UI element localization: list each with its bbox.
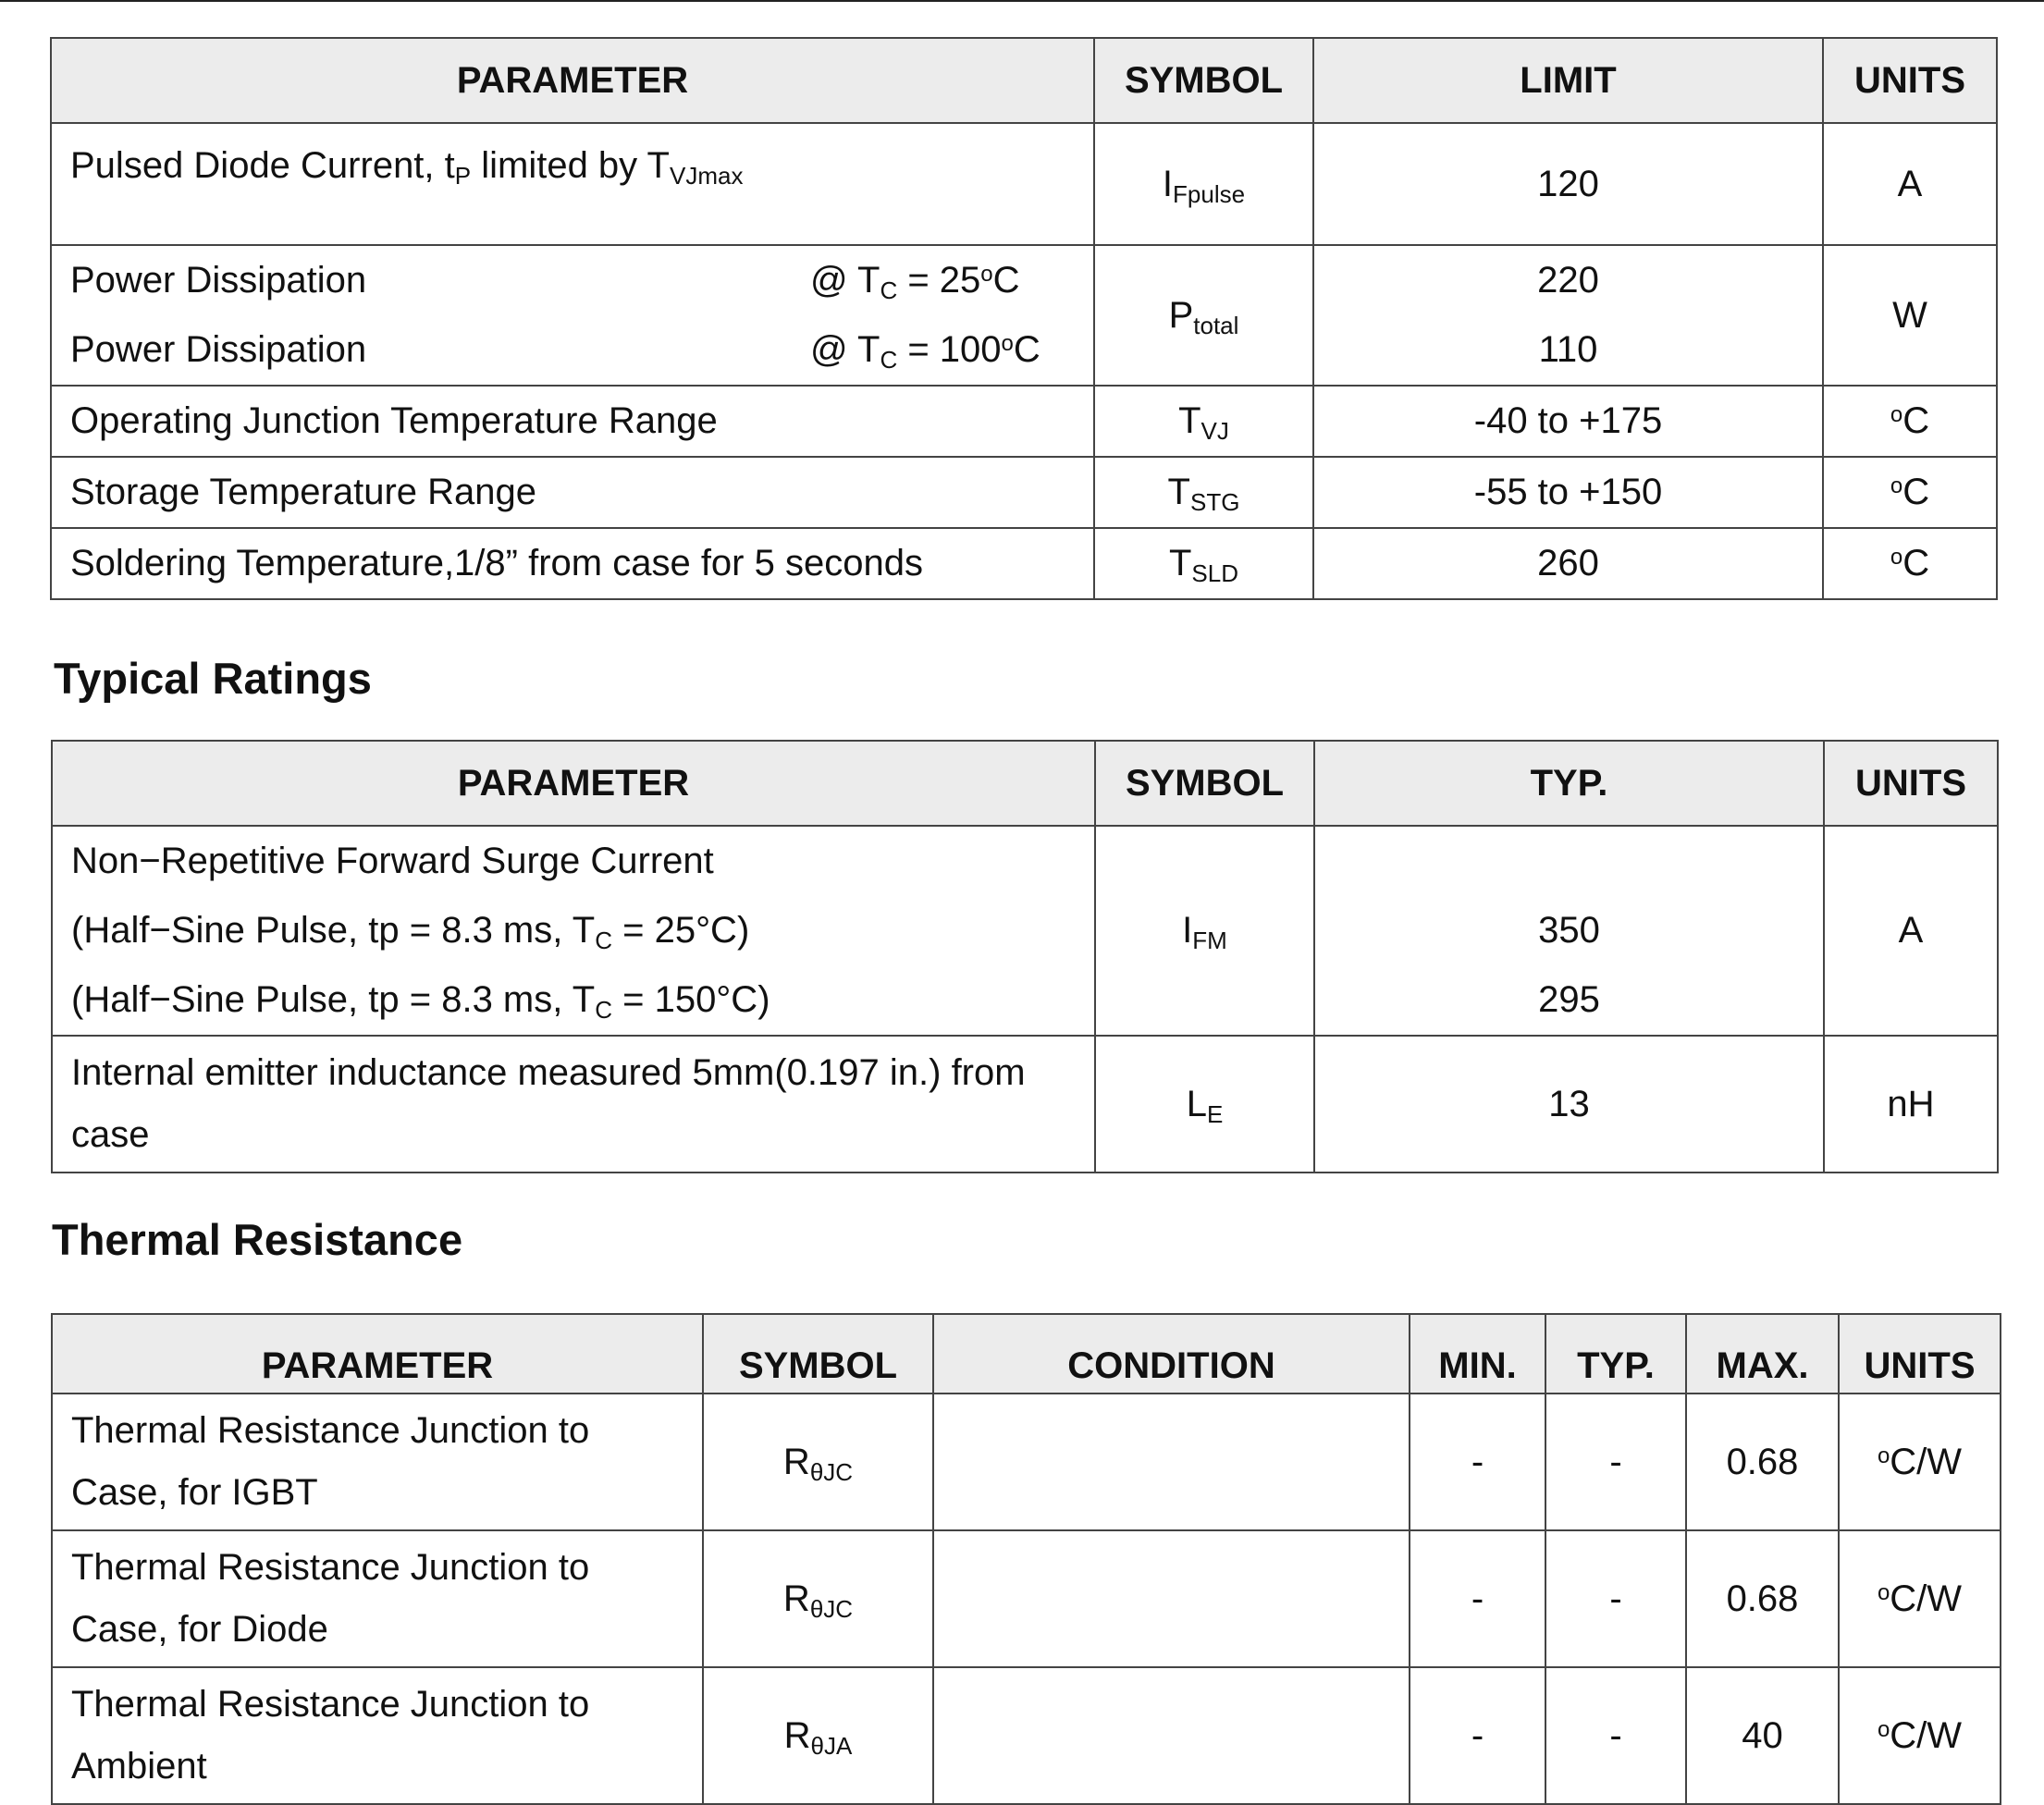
symbol-sub: θJC: [809, 1594, 854, 1623]
typ-value: 350: [1538, 910, 1600, 951]
table-row: [52, 1530, 2001, 1667]
symbol-text: T: [1178, 400, 1201, 441]
cond-unit: C: [1013, 329, 1040, 370]
param-line: [71, 896, 1094, 965]
unit-value: nH: [1824, 1036, 1998, 1173]
limit-value: -40 to +175: [1313, 386, 1823, 457]
table-row: [51, 457, 1997, 528]
symbol-text: R: [783, 1714, 811, 1756]
cond-unit: C: [992, 260, 1020, 301]
param-sub: VJmax: [670, 162, 744, 190]
param-sub: P: [454, 162, 472, 190]
symbol-text: T: [1168, 543, 1192, 583]
header-typ: TYP.: [1545, 1314, 1686, 1394]
table-row: [52, 826, 1998, 1036]
cond-val: = 25: [897, 260, 981, 301]
limit-value: 220: [1537, 260, 1599, 301]
typ-value: -: [1545, 1667, 1686, 1804]
header-parameter: PARAMETER: [52, 1314, 703, 1394]
symbol-text: R: [782, 1578, 810, 1619]
param-line: Case, for IGBT: [71, 1472, 318, 1513]
degree-mark: o: [980, 262, 993, 287]
param-text: (Half−Sine Pulse, tp = 8.3 ms, T: [71, 910, 596, 951]
typ-value: 13: [1314, 1036, 1824, 1173]
param-soldering-temp: Soldering Temperature,1/8” from case for 5 seconds: [51, 528, 1094, 599]
min-value: -: [1410, 1394, 1545, 1530]
table-header-row: [52, 1314, 2001, 1394]
header-min: MIN.: [1410, 1314, 1545, 1394]
param-text: Power Dissipation: [70, 260, 367, 301]
typ-value: 295: [1538, 979, 1600, 1020]
typ-values: [1314, 826, 1824, 1036]
condition-text: [810, 315, 1040, 385]
param-rthja: [52, 1667, 703, 1804]
param-storage-temp: Storage Temperature Range: [51, 457, 1094, 528]
param-text: = 25°C): [611, 910, 750, 951]
header-symbol: SYMBOL: [703, 1314, 933, 1394]
param-text: Pulsed Diode Current, t: [70, 145, 455, 186]
symbol-sub: θJA: [810, 1731, 853, 1760]
symbol-ifpulse: [1094, 123, 1313, 245]
unit-value: [1839, 1394, 2001, 1530]
limit-value: 120: [1313, 123, 1823, 245]
typ-value: -: [1545, 1394, 1686, 1530]
symbol-rthjc: [703, 1530, 933, 1667]
symbol-tsld: [1094, 528, 1313, 599]
unit-text: C: [1902, 543, 1930, 583]
degree-mark: o: [1890, 402, 1903, 427]
symbol-tvj: [1094, 386, 1313, 457]
param-line: Internal emitter inductance measured 5mm(0.197 in.) from: [71, 1052, 1026, 1093]
cond-sub: C: [880, 346, 898, 374]
param-sub: C: [595, 996, 612, 1024]
min-value: -: [1410, 1667, 1545, 1804]
max-value: 0.68: [1686, 1530, 1839, 1667]
cond-pre: @ T: [810, 329, 880, 370]
degree-mark: o: [1890, 473, 1903, 498]
header-typ: TYP.: [1314, 741, 1824, 826]
param-sub: C: [595, 927, 612, 954]
header-symbol: SYMBOL: [1095, 741, 1314, 826]
table-header-row: [51, 38, 1997, 123]
table-row: [51, 123, 1997, 245]
limit-values: [1313, 245, 1823, 386]
degree-mark: o: [1001, 331, 1014, 356]
param-line: Non−Repetitive Forward Surge Current: [71, 841, 714, 881]
symbol-sub: FM: [1192, 927, 1227, 954]
symbol-text: I: [1162, 163, 1174, 204]
section-title-thermal-resistance: Thermal Resistance: [52, 1215, 463, 1264]
unit-value: [1839, 1530, 2001, 1667]
symbol-sub: VJ: [1201, 417, 1229, 445]
param-rthjc-igbt: [52, 1394, 703, 1530]
unit-value: [1823, 457, 1997, 528]
param-emitter-inductance: [52, 1036, 1095, 1173]
table-row: [52, 1036, 1998, 1173]
max-value: 0.68: [1686, 1394, 1839, 1530]
condition-value: [933, 1394, 1410, 1530]
param-text: = 150°C): [611, 979, 770, 1020]
section-title-typical-ratings: Typical Ratings: [54, 654, 372, 703]
symbol-sub: θJC: [809, 1457, 854, 1486]
symbol-sub: Fpulse: [1173, 179, 1246, 208]
symbol-rthjc: [703, 1394, 933, 1530]
symbol-text: T: [1167, 472, 1190, 512]
condition-text: [810, 246, 1020, 315]
typ-value: -: [1545, 1530, 1686, 1667]
unit-value: [1823, 528, 1997, 599]
unit-text: C: [1902, 400, 1930, 441]
header-parameter: PARAMETER: [52, 741, 1095, 826]
unit-value: W: [1823, 245, 1997, 386]
table-row: [51, 528, 1997, 599]
symbol-sub: SLD: [1191, 559, 1238, 587]
unit-text: C/W: [1890, 1714, 1963, 1756]
unit-value: A: [1823, 123, 1997, 245]
param-text: Power Dissipation: [70, 329, 367, 370]
symbol-sub: total: [1193, 311, 1239, 339]
header-max: MAX.: [1686, 1314, 1839, 1394]
header-symbol: SYMBOL: [1094, 38, 1313, 123]
table-header-row: [52, 741, 1998, 826]
param-operating-temp: Operating Junction Temperature Range: [51, 386, 1094, 457]
degree-mark: o: [1877, 1579, 1890, 1605]
param-pulsed-diode-current: [51, 123, 1094, 245]
table-row: [51, 386, 1997, 457]
symbol-ptotal: [1094, 245, 1313, 386]
param-line: Thermal Resistance Junction to: [71, 1684, 590, 1725]
symbol-le: [1095, 1036, 1314, 1173]
degree-mark: o: [1890, 545, 1903, 570]
top-rule: [0, 0, 2044, 2]
table-row: [52, 1394, 2001, 1530]
cond-val: = 100: [897, 329, 1002, 370]
symbol-text: I: [1182, 910, 1193, 951]
thermal-resistance-table: [51, 1313, 2001, 1805]
symbol-sub: E: [1206, 1099, 1224, 1128]
degree-mark: o: [1877, 1716, 1890, 1742]
param-power-dissipation: [51, 245, 1094, 386]
table-row: [52, 1667, 2001, 1804]
unit-text: C: [1902, 472, 1930, 512]
limit-value: -55 to +150: [1313, 457, 1823, 528]
header-units: UNITS: [1824, 741, 1998, 826]
max-value: 40: [1686, 1667, 1839, 1804]
param-line: Case, for Diode: [71, 1609, 328, 1650]
param-line: Thermal Resistance Junction to: [71, 1410, 590, 1451]
header-units: UNITS: [1839, 1314, 2001, 1394]
cond-sub: C: [880, 276, 898, 304]
min-value: -: [1410, 1530, 1545, 1667]
header-limit: LIMIT: [1313, 38, 1823, 123]
param-line: Thermal Resistance Junction to: [71, 1547, 590, 1588]
param-line: case: [71, 1114, 150, 1155]
header-condition: CONDITION: [933, 1314, 1410, 1394]
unit-text: C/W: [1890, 1441, 1963, 1482]
limit-value: 110: [1538, 329, 1598, 370]
symbol-ifm: [1095, 826, 1314, 1036]
symbol-text: L: [1186, 1083, 1207, 1124]
symbol-sub: STG: [1189, 488, 1240, 516]
param-line: Ambient: [71, 1746, 207, 1787]
symbol-text: P: [1168, 294, 1194, 336]
symbol-tstg: [1094, 457, 1313, 528]
table-row: [51, 245, 1997, 386]
cond-pre: @ T: [810, 260, 880, 301]
param-surge-current: [52, 826, 1095, 1036]
header-parameter: PARAMETER: [51, 38, 1094, 123]
limit-value: 260: [1313, 528, 1823, 599]
max-ratings-table: [50, 37, 1998, 600]
typical-ratings-table: [51, 740, 1999, 1173]
unit-value: [1823, 386, 1997, 457]
param-line: [71, 965, 1094, 1035]
symbol-rthja: [703, 1667, 933, 1804]
condition-value: [933, 1530, 1410, 1667]
power-line-2: [70, 315, 1093, 385]
condition-value: [933, 1667, 1410, 1804]
unit-text: C/W: [1890, 1578, 1963, 1619]
param-text: limited by T: [471, 145, 670, 186]
unit-value: [1839, 1667, 2001, 1804]
symbol-text: R: [782, 1441, 810, 1482]
header-units: UNITS: [1823, 38, 1997, 123]
degree-mark: o: [1877, 1443, 1890, 1468]
power-line-1: [70, 246, 1093, 315]
param-rthjc-diode: [52, 1530, 703, 1667]
param-text: (Half−Sine Pulse, tp = 8.3 ms, T: [71, 979, 596, 1020]
unit-value: A: [1824, 826, 1998, 1036]
